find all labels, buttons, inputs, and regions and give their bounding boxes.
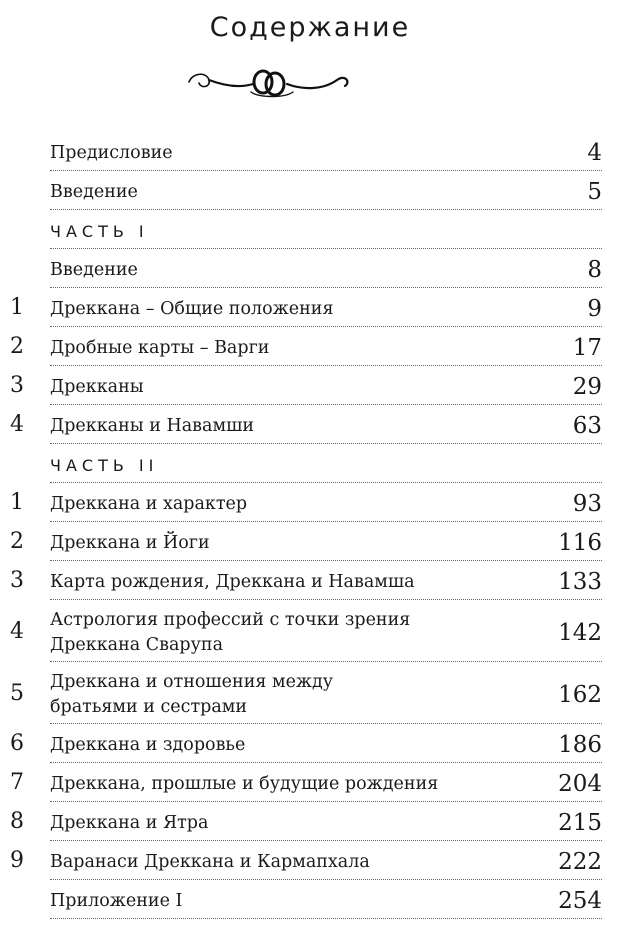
page-number: 116	[558, 530, 602, 556]
toc-row[interactable]	[0, 763, 620, 802]
entry-title: Карта рождения, Дреккана и Навамша	[50, 571, 415, 592]
chapter-number	[10, 249, 36, 288]
toc-row[interactable]	[0, 662, 620, 724]
toc-row[interactable]	[0, 802, 620, 841]
toc-row[interactable]	[0, 561, 620, 600]
page-number: 142	[558, 619, 602, 646]
entry-title: Дробные карты – Варги	[50, 337, 270, 358]
toc-row[interactable]	[0, 132, 620, 171]
page-number: 186	[558, 732, 602, 758]
chapter-number: 1	[10, 490, 24, 515]
page-number: 204	[558, 771, 602, 797]
part-heading-row	[0, 444, 620, 483]
page-number: 133	[558, 569, 602, 595]
entry-title	[50, 666, 542, 720]
entry-title: Дрекканы и Навамши	[50, 415, 255, 436]
part-heading: ЧАСТЬ II	[50, 455, 159, 475]
entry-title: Дреккана и здоровье	[50, 734, 246, 755]
toc-row[interactable]	[0, 841, 620, 880]
chapter-number: 8	[10, 809, 24, 834]
toc-row[interactable]	[0, 483, 620, 522]
chapter-number: 7	[10, 770, 24, 795]
page-number: 29	[572, 374, 602, 400]
page-number	[542, 461, 602, 465]
entry-title: Дреккана и Ятра	[50, 812, 209, 833]
chapter-number	[10, 444, 36, 483]
entry-title: Приложение I	[50, 890, 183, 911]
chapter-number	[10, 880, 36, 919]
page-number: 162	[558, 681, 602, 708]
toc-row[interactable]	[0, 249, 620, 288]
chapter-number: 3	[10, 373, 24, 398]
entry-title: Дрекканы	[50, 376, 144, 397]
page-number: 93	[572, 491, 602, 517]
page-title: Содержание	[209, 12, 411, 43]
toc-row[interactable]	[0, 724, 620, 763]
swirl-ornament-icon	[185, 62, 355, 106]
entry-title: Дреккана и Йоги	[50, 532, 210, 553]
page-number: 4	[587, 140, 602, 166]
chapter-number: 1	[10, 295, 24, 320]
entry-title: Введение	[50, 181, 138, 202]
toc-row[interactable]	[0, 171, 620, 210]
page-number: 9	[587, 296, 602, 322]
entry-title-line: Дреккана и отношения между	[50, 671, 334, 692]
chapter-number: 2	[10, 529, 24, 554]
part-heading: ЧАСТЬ I	[50, 221, 149, 241]
chapter-number: 4	[10, 618, 24, 644]
toc-row[interactable]	[0, 366, 620, 405]
page-number: 17	[572, 335, 602, 361]
entry-title: Введение	[50, 259, 138, 280]
chapter-number: 9	[10, 848, 24, 873]
page-number: 222	[558, 849, 602, 875]
chapter-number: 4	[10, 412, 24, 437]
toc-row[interactable]	[0, 405, 620, 444]
chapter-number: 3	[10, 568, 24, 593]
chapter-number	[10, 171, 36, 210]
page-number: 8	[587, 257, 602, 283]
page-number: 254	[558, 888, 602, 914]
entry-title	[50, 604, 542, 658]
page-number: 63	[572, 413, 602, 439]
toc-row[interactable]	[0, 880, 620, 919]
entry-title: Предисловие	[50, 142, 173, 163]
entry-title-line: братьями и сестрами	[50, 696, 248, 717]
entry-title: Варанаси Дреккана и Кармапхала	[50, 851, 370, 872]
chapter-number: 5	[10, 680, 24, 706]
page-number	[542, 227, 602, 231]
entry-title: Дреккана, прошлые и будущие рождения	[50, 773, 439, 794]
entry-title-line: Астрология профессий с точки зрения	[50, 609, 411, 630]
page-number: 5	[587, 179, 602, 205]
table-of-contents	[0, 132, 620, 919]
chapter-number: 6	[10, 731, 24, 756]
chapter-number	[10, 132, 36, 171]
page-number: 215	[558, 810, 602, 836]
chapter-number	[10, 210, 36, 249]
entry-title: Дреккана – Общие положения	[50, 298, 334, 319]
toc-row[interactable]	[0, 522, 620, 561]
part-heading-row	[0, 210, 620, 249]
toc-row[interactable]	[0, 600, 620, 662]
entry-title: Дреккана и характер	[50, 493, 248, 514]
toc-row[interactable]	[0, 327, 620, 366]
toc-row[interactable]	[0, 288, 620, 327]
entry-title-line: Дреккана Сварупа	[50, 634, 224, 655]
chapter-number: 2	[10, 334, 24, 359]
